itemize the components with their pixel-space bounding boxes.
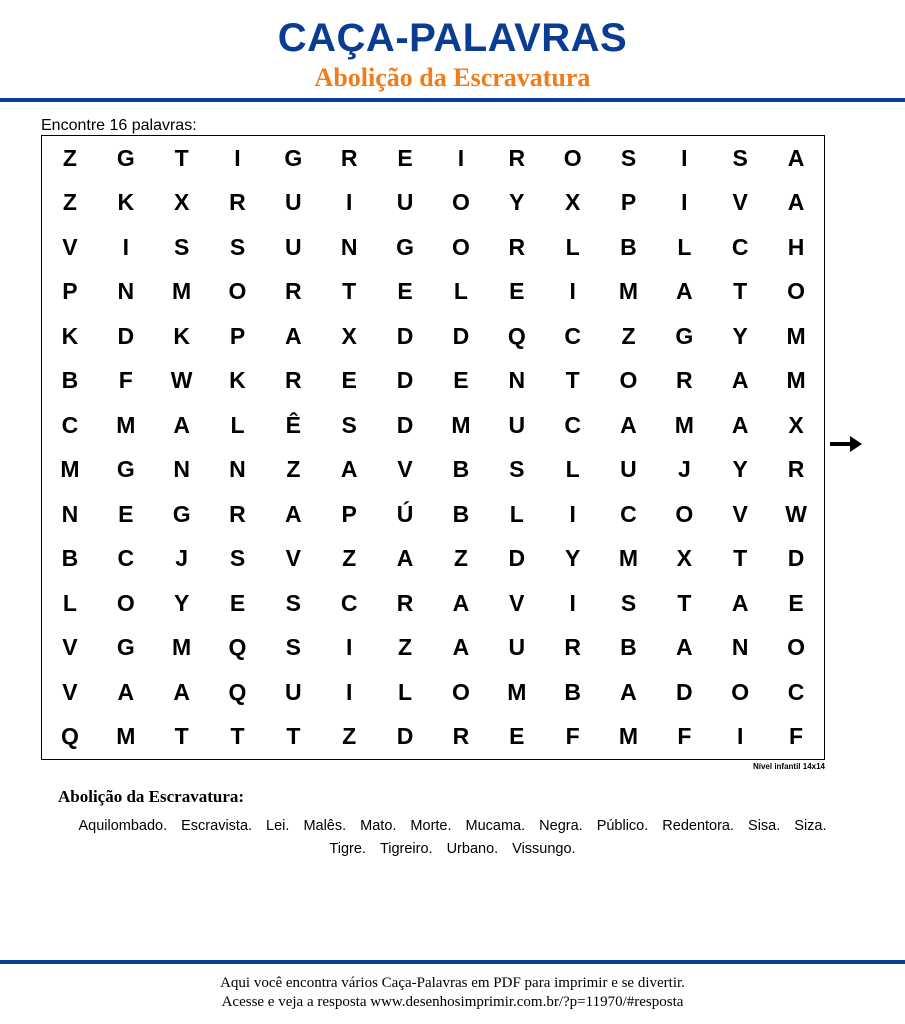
grid-letter[interactable]: T bbox=[733, 278, 748, 305]
grid-letter[interactable]: T bbox=[342, 278, 357, 305]
grid-letter[interactable]: S bbox=[285, 589, 302, 616]
grid-letter[interactable]: W bbox=[170, 367, 193, 394]
grid-letter[interactable]: B bbox=[61, 545, 79, 572]
grid-letter[interactable]: S bbox=[732, 144, 748, 171]
grid-letter[interactable]: I bbox=[569, 500, 576, 527]
grid-letter[interactable]: R bbox=[676, 367, 693, 394]
grid-letter[interactable]: C bbox=[731, 233, 749, 260]
grid-letter[interactable]: G bbox=[172, 500, 191, 527]
grid-letter[interactable]: M bbox=[618, 278, 639, 305]
grid-letter[interactable]: E bbox=[397, 278, 413, 305]
grid-letter[interactable]: W bbox=[785, 500, 807, 527]
grid-letter[interactable]: T bbox=[230, 723, 245, 750]
grid-letter[interactable]: O bbox=[116, 589, 135, 616]
grid-letter[interactable]: O bbox=[731, 678, 750, 705]
grid-letter[interactable]: A bbox=[285, 500, 302, 527]
grid-letter[interactable]: A bbox=[173, 678, 190, 705]
grid-letter[interactable]: B bbox=[564, 678, 581, 705]
grid-letter[interactable]: R bbox=[508, 144, 526, 171]
grid-letter[interactable]: U bbox=[285, 189, 302, 216]
arrow-right-icon bbox=[830, 436, 862, 452]
grid-letter[interactable]: S bbox=[509, 456, 525, 483]
grid-letter[interactable]: X bbox=[341, 322, 357, 349]
word-list-item: Mato. bbox=[360, 818, 397, 834]
grid-letter[interactable]: U bbox=[396, 189, 414, 216]
word-list-item: Siza. bbox=[794, 818, 827, 834]
grid-letter[interactable]: S bbox=[229, 233, 246, 260]
grid-letter[interactable]: K bbox=[173, 322, 190, 349]
grid-letter[interactable]: G bbox=[284, 144, 303, 171]
grid-letter[interactable]: C bbox=[564, 411, 581, 438]
footer bbox=[0, 974, 905, 1012]
grid-letter[interactable]: M bbox=[451, 411, 471, 438]
grid-letter[interactable]: C bbox=[564, 322, 581, 349]
grid-letter[interactable]: O bbox=[451, 189, 470, 216]
grid-letter[interactable]: A bbox=[620, 678, 637, 705]
grid-letter[interactable]: I bbox=[346, 678, 353, 705]
grid-letter[interactable]: L bbox=[509, 500, 524, 527]
grid-letter[interactable]: V bbox=[732, 500, 748, 527]
grid-letter[interactable]: T bbox=[733, 545, 748, 572]
grid-letter[interactable]: B bbox=[620, 233, 637, 260]
grid-letter[interactable]: Q bbox=[507, 322, 526, 349]
grid-letter[interactable]: E bbox=[788, 589, 804, 616]
grid-letter[interactable]: Z bbox=[286, 456, 301, 483]
bottom-divider bbox=[0, 960, 905, 964]
page-subtitle: Abolição da Escravatura bbox=[314, 63, 591, 92]
word-list-item: Escravista. bbox=[181, 818, 253, 834]
grid-letter[interactable]: R bbox=[285, 278, 302, 305]
grid-letter[interactable]: E bbox=[341, 367, 357, 394]
grid-letter[interactable]: Z bbox=[342, 545, 357, 572]
grid-letter[interactable]: S bbox=[341, 411, 357, 438]
grid-letter[interactable]: K bbox=[61, 322, 79, 349]
grid-letter[interactable]: B bbox=[452, 456, 470, 483]
grid-letter[interactable]: R bbox=[564, 634, 581, 661]
grid-letter[interactable]: Q bbox=[228, 678, 247, 705]
grid-letter[interactable]: N bbox=[117, 278, 135, 305]
grid-letter[interactable]: Z bbox=[453, 545, 468, 572]
grid-letter[interactable]: J bbox=[677, 456, 691, 483]
grid-letter[interactable]: G bbox=[396, 233, 415, 260]
grid-letter[interactable]: O bbox=[228, 278, 247, 305]
grid-letter[interactable]: Q bbox=[60, 723, 79, 750]
grid-letter[interactable]: V bbox=[732, 189, 748, 216]
grid-letter[interactable]: S bbox=[173, 233, 190, 260]
grid-letter[interactable]: M bbox=[507, 678, 527, 705]
grid-letter[interactable]: A bbox=[676, 278, 693, 305]
grid-letter[interactable]: O bbox=[787, 634, 806, 661]
grid-letter[interactable]: G bbox=[116, 144, 135, 171]
grid-letter[interactable]: A bbox=[787, 189, 805, 216]
word-list-item: Sisa. bbox=[748, 818, 781, 834]
grid-letter[interactable]: Ú bbox=[396, 500, 414, 527]
grid-letter[interactable]: A bbox=[731, 589, 749, 616]
grid-letter[interactable]: H bbox=[787, 233, 805, 260]
grid-letter[interactable]: P bbox=[341, 500, 357, 527]
grid-letter[interactable]: N bbox=[731, 634, 749, 661]
grid-letter[interactable]: V bbox=[285, 545, 302, 572]
grid-letter[interactable]: O bbox=[563, 144, 582, 171]
grid-letter[interactable]: E bbox=[509, 723, 525, 750]
grid-letter[interactable]: U bbox=[285, 233, 302, 260]
grid-letter[interactable]: G bbox=[116, 634, 135, 661]
grid-letter[interactable]: F bbox=[565, 723, 580, 750]
top-divider bbox=[0, 98, 905, 102]
grid-letter[interactable]: X bbox=[788, 411, 804, 438]
grid-letter[interactable]: L bbox=[565, 456, 580, 483]
grid-letter[interactable]: F bbox=[789, 723, 804, 750]
grid-letter[interactable]: D bbox=[508, 545, 526, 572]
grid-letter[interactable]: U bbox=[508, 634, 526, 661]
word-list-item: Redentora. bbox=[662, 818, 735, 834]
grid-letter[interactable]: A bbox=[620, 411, 637, 438]
grid-letter[interactable]: I bbox=[569, 278, 576, 305]
grid-letter[interactable]: C bbox=[340, 589, 358, 616]
grid-letter[interactable]: S bbox=[229, 545, 246, 572]
grid-letter[interactable]: Z bbox=[398, 634, 413, 661]
grid-letter[interactable]: Q bbox=[228, 634, 247, 661]
grid-letter[interactable]: D bbox=[117, 322, 135, 349]
grid-letter[interactable]: T bbox=[174, 144, 189, 171]
grid-letter[interactable]: M bbox=[60, 456, 80, 483]
grid-letter[interactable]: I bbox=[234, 144, 241, 171]
grid-letter[interactable]: E bbox=[229, 589, 246, 616]
grid-letter[interactable]: I bbox=[569, 589, 576, 616]
word-list-item: Tigre. bbox=[329, 841, 366, 857]
grid-letter[interactable]: V bbox=[397, 456, 413, 483]
word-search-grid bbox=[41, 135, 825, 760]
grid-letter[interactable]: N bbox=[340, 233, 358, 260]
grid-letter[interactable]: A bbox=[340, 456, 358, 483]
grid-letter[interactable]: Z bbox=[62, 189, 77, 216]
grid-letter[interactable]: C bbox=[117, 545, 135, 572]
grid-letter[interactable]: D bbox=[787, 545, 805, 572]
grid-letter[interactable]: S bbox=[620, 144, 637, 171]
grid-letter[interactable]: C bbox=[61, 411, 79, 438]
grid-letter[interactable]: G bbox=[116, 456, 135, 483]
footer-line-1: Aqui você encontra vários Caça-Palavras em PDF para imprimir e se divertir. bbox=[220, 975, 685, 991]
grid-letter[interactable]: R bbox=[229, 500, 246, 527]
grid-letter[interactable]: U bbox=[285, 678, 302, 705]
grid-letter[interactable]: Y bbox=[173, 589, 190, 616]
grid-letter[interactable]: A bbox=[173, 411, 190, 438]
grid-letter[interactable]: Y bbox=[564, 545, 581, 572]
page-title: CAÇA-PALAVRAS bbox=[277, 16, 628, 60]
grid-letter[interactable]: M bbox=[618, 545, 639, 572]
grid-letter[interactable]: T bbox=[286, 723, 301, 750]
grid-letter[interactable]: T bbox=[677, 589, 692, 616]
grid-letter[interactable]: U bbox=[508, 411, 526, 438]
grid-letter[interactable]: M bbox=[786, 367, 806, 394]
grid-letter[interactable]: I bbox=[681, 189, 688, 216]
grid-letter[interactable]: E bbox=[118, 500, 134, 527]
word-list bbox=[70, 815, 835, 861]
grid-letter[interactable]: N bbox=[173, 456, 190, 483]
grid-letter[interactable]: A bbox=[117, 678, 135, 705]
grid-letter[interactable]: O bbox=[675, 500, 694, 527]
grid-letter[interactable]: N bbox=[508, 367, 526, 394]
grid-letter[interactable]: B bbox=[452, 500, 470, 527]
grid-letter[interactable]: R bbox=[229, 189, 246, 216]
grid-letter[interactable]: S bbox=[620, 589, 637, 616]
grid-letter[interactable]: R bbox=[396, 589, 414, 616]
grid-letter[interactable]: I bbox=[346, 634, 353, 661]
grid-letter[interactable]: I bbox=[457, 144, 465, 171]
grid-letter[interactable]: Y bbox=[509, 189, 525, 216]
grid-letter[interactable]: F bbox=[677, 723, 692, 750]
grid-letter[interactable]: Y bbox=[732, 456, 748, 483]
grid-letter[interactable]: D bbox=[396, 322, 414, 349]
grid-letter[interactable]: D bbox=[676, 678, 693, 705]
word-list-item: Tigreiro. bbox=[379, 841, 433, 857]
grid-letter[interactable]: E bbox=[397, 144, 413, 171]
word-list-item: Negra. bbox=[539, 818, 583, 834]
grid-letter[interactable]: E bbox=[453, 367, 469, 394]
grid-letter[interactable]: G bbox=[675, 322, 694, 349]
grid-letter[interactable]: K bbox=[229, 367, 246, 394]
word-list-item: Urbano. bbox=[446, 841, 499, 857]
grid-letter[interactable]: P bbox=[62, 278, 78, 305]
grid-letter[interactable]: U bbox=[620, 456, 637, 483]
grid-letter[interactable]: A bbox=[676, 634, 693, 661]
grid-letter[interactable]: A bbox=[731, 367, 749, 394]
grid-letter[interactable]: D bbox=[452, 322, 470, 349]
grid-letter[interactable]: E bbox=[509, 278, 525, 305]
grid-letter[interactable]: P bbox=[620, 189, 637, 216]
grid-letter[interactable]: X bbox=[676, 545, 693, 572]
grid-letter[interactable]: L bbox=[398, 678, 413, 705]
grid-letter[interactable]: L bbox=[565, 233, 580, 260]
grid-letter[interactable]: C bbox=[787, 678, 805, 705]
grid-letter[interactable]: J bbox=[175, 545, 189, 572]
grid-letter[interactable]: A bbox=[452, 634, 470, 661]
grid-letter[interactable]: L bbox=[453, 278, 468, 305]
word-list-item: Vissungo. bbox=[512, 841, 576, 857]
grid-letter[interactable]: D bbox=[396, 367, 414, 394]
grid-letter[interactable]: I bbox=[122, 233, 129, 260]
grid-letter[interactable]: Z bbox=[342, 723, 357, 750]
word-list-item: Morte. bbox=[410, 818, 452, 834]
grid-letter[interactable]: O bbox=[451, 678, 470, 705]
word-list-item: Aquilombado. bbox=[78, 818, 168, 834]
level-label: Nível infantil 14x14 bbox=[752, 762, 825, 771]
grid-letter[interactable]: B bbox=[61, 367, 79, 394]
grid-letter[interactable]: A bbox=[787, 144, 805, 171]
grid-letter[interactable]: F bbox=[118, 367, 133, 394]
grid-letter[interactable]: X bbox=[173, 189, 190, 216]
grid-letter[interactable]: M bbox=[618, 723, 639, 750]
grid-letter[interactable]: L bbox=[677, 233, 692, 260]
grid-letter[interactable]: K bbox=[117, 189, 135, 216]
grid-letter[interactable]: M bbox=[786, 322, 806, 349]
grid-letter[interactable]: T bbox=[174, 723, 189, 750]
grid-letter[interactable]: M bbox=[172, 278, 192, 305]
grid-letter[interactable]: R bbox=[508, 233, 526, 260]
grid-letter[interactable]: L bbox=[230, 411, 245, 438]
grid-letter[interactable]: R bbox=[340, 144, 358, 171]
grid-letter[interactable]: A bbox=[396, 545, 414, 572]
word-list-item: Malês. bbox=[303, 818, 347, 834]
grid-letter[interactable]: T bbox=[565, 367, 580, 394]
grid-letter[interactable]: Z bbox=[621, 322, 636, 349]
grid-letter[interactable]: O bbox=[619, 367, 638, 394]
word-list-item: Mucama. bbox=[465, 818, 526, 834]
grid-letter[interactable]: I bbox=[681, 144, 688, 171]
grid-letter[interactable]: D bbox=[396, 411, 414, 438]
grid-letter[interactable]: R bbox=[787, 456, 805, 483]
grid-letter[interactable]: S bbox=[285, 634, 302, 661]
grid-letter[interactable]: N bbox=[61, 500, 79, 527]
word-list-item: Público. bbox=[596, 818, 649, 834]
grid-letter[interactable]: M bbox=[674, 411, 694, 438]
footer-line-2: Acesse e veja a resposta www.desenhosimprimir.com.br/?p=11970/#resposta bbox=[221, 994, 684, 1010]
grid-letter[interactable]: A bbox=[731, 411, 749, 438]
grid-letter[interactable]: L bbox=[62, 589, 77, 616]
instructions: Encontre 16 palavras: bbox=[41, 117, 197, 134]
grid-letter[interactable]: V bbox=[62, 233, 78, 260]
grid-letter[interactable]: M bbox=[116, 723, 136, 750]
grid-letter[interactable]: D bbox=[396, 723, 414, 750]
grid-letter[interactable]: R bbox=[285, 367, 302, 394]
grid-letter[interactable]: Y bbox=[732, 322, 748, 349]
grid-letter[interactable]: Z bbox=[62, 144, 77, 171]
grid-letter[interactable]: V bbox=[62, 634, 78, 661]
grid-letter[interactable]: M bbox=[172, 634, 192, 661]
grid-letter[interactable]: M bbox=[116, 411, 136, 438]
grid-letter[interactable]: R bbox=[452, 723, 470, 750]
grid-letter[interactable]: X bbox=[564, 189, 581, 216]
grid-letter[interactable]: I bbox=[737, 723, 744, 750]
grid-letter[interactable]: N bbox=[229, 456, 246, 483]
grid-letter[interactable]: C bbox=[620, 500, 637, 527]
grid-letter[interactable]: A bbox=[452, 589, 470, 616]
grid-letter[interactable]: O bbox=[451, 233, 470, 260]
grid-letter[interactable]: O bbox=[787, 278, 806, 305]
grid-letter[interactable]: P bbox=[229, 322, 246, 349]
word-list-item: Lei. bbox=[266, 818, 290, 834]
grid-letter[interactable]: V bbox=[62, 678, 78, 705]
grid-letter[interactable]: B bbox=[620, 634, 637, 661]
grid-letter[interactable]: I bbox=[346, 189, 353, 216]
grid-letter[interactable]: Ê bbox=[285, 411, 302, 438]
grid-letter[interactable]: V bbox=[509, 589, 525, 616]
grid-letter[interactable]: A bbox=[285, 322, 302, 349]
word-list-title: Abolição da Escravatura: bbox=[58, 787, 245, 806]
